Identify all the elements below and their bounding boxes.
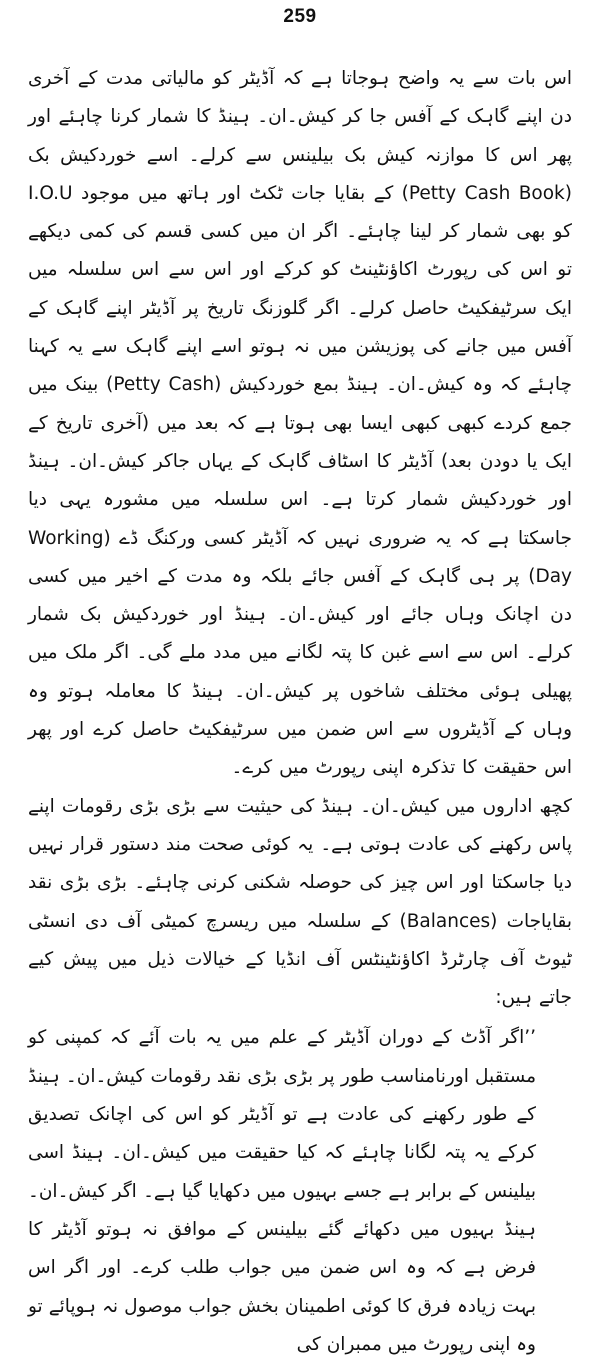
paragraph: اس بات سے یہ واضح ہوجاتا ہے کہ آڈیٹر کو مالیاتی مدت کے آخری دن اپنے گاہک کے آفس جا کر کیش۔ان۔ ہینڈ کا شمار کرنا چاہئے اور پھر اس کا موازنہ کیش بک بیلینس سے کرلے۔ اسے خوردکیش بک (Petty Cash Book) کے بقایا جات ٹکٹ اور ہاتھ میں موجود I.O.U کو بھی شمار کر لینا چاہئے۔ اگر ان میں کسی قسم کی کمی دیکھے تو اس کی رپورٹ اکاؤنٹینٹ کو کرکے اور اس سے اس سلسلہ میں ایک سرٹیفکیٹ حاصل کرلے۔ اگر گلوزنگ تاریخ پر آڈیٹر اپنے گاہک کے آفس میں جانے کی پوزیشن میں نہ ہوتو اسے اپنے گاہک سے یہ کہنا چاہئے کہ وہ کیش۔ان۔ ہینڈ بمع خوردکیش (Petty Cash) بینک میں جمع کردے کبھی کبھی ایسا بھی ہوتا ہے کہ بعد میں (آخری تاریخ کے ایک یا دودن بعد) آڈیٹر کا اسٹاف گاہک کے یہاں جاکر کیش۔ان۔ ہینڈ اور خوردکیش شمار کرتا ہے۔ اس سلسلہ میں مشورہ یہی دیا جاسکتا ہے کہ یہ ضروری نہیں کہ آڈیٹر کسی ورکنگ ڈے (Working Day) پر ہی گاہک کے آفس جائے بلکہ وہ مدت کے اخیر میں کسی دن اچانک وہاں جائے اور کیش۔ان۔ ہینڈ اور خوردکیش بک شمار کرلے۔ اس سے اسے غبن کا پتہ لگانے میں مدد ملے گی۔ اگر ملک میں پھیلی ہوئی مختلف شاخوں پر کیش۔ان۔ ہینڈ کا معاملہ ہوتو وہ وہاں کے آڈیٹروں سے اس ضمن میں سرٹیفکیٹ حاصل کرے اور پھر اس حقیقت کا تذکرہ اپنی رپورٹ میں کرے۔: [28, 68, 572, 779]
block-quote: ’’اگر آڈٹ کے دوران آڈیٹر کے علم میں یہ بات آئے کہ کمپنی کو مستقبل اورنامناسب طور پر بڑی بڑی نقد رقومات کیش۔ان۔ ہینڈ کے طور رکھنے کی عادت ہے تو آڈیٹر کو اس کی اچانک تصدیق کرکے یہ پتہ لگانا چاہئے کہ کیا حقیقت میں کیش۔ان۔ ہینڈ اسی بیلینس کے برابر ہے جسے بہیوں میں دکھایا گیا ہے۔ اگر کیش۔ان۔ ہینڈ بہیوں میں دکھائے گئے بیلینس کے موافق نہ ہوتو آڈیٹر کا فرض ہے کہ وہ اس ضمن میں جواب طلب کرے۔ اور اگر اس بہت زیادہ فرق کا کوئی اطمینان بخش جواب موصول نہ ہوپائے تو وہ اپنی رپورٹ میں ممبران کی: [28, 1027, 536, 1355]
paragraph: کچھ اداروں میں کیش۔ان۔ ہینڈ کی حیثیت سے بڑی بڑی رقومات اپنے پاس رکھنے کی عادت ہوتی ہے۔ یہ کوئی صحت مند دستور قرار نہیں دیا جاسکتا اور اس چیز کی حوصلہ شکنی کرنی چاہئے۔ بڑی بڑی نقد بقایاجات (Balances) کے سلسلہ میں ریسرچ کمیٹی آف دی انسٹی ٹیوٹ آف چارٹرڈ اکاؤنٹینٹس آف انڈیا کے خیالات ذیل میں پیش کیے جاتے ہیں:: [28, 795, 572, 1009]
page-body: [28, 60, 572, 1364]
page-number: 259: [283, 6, 317, 27]
